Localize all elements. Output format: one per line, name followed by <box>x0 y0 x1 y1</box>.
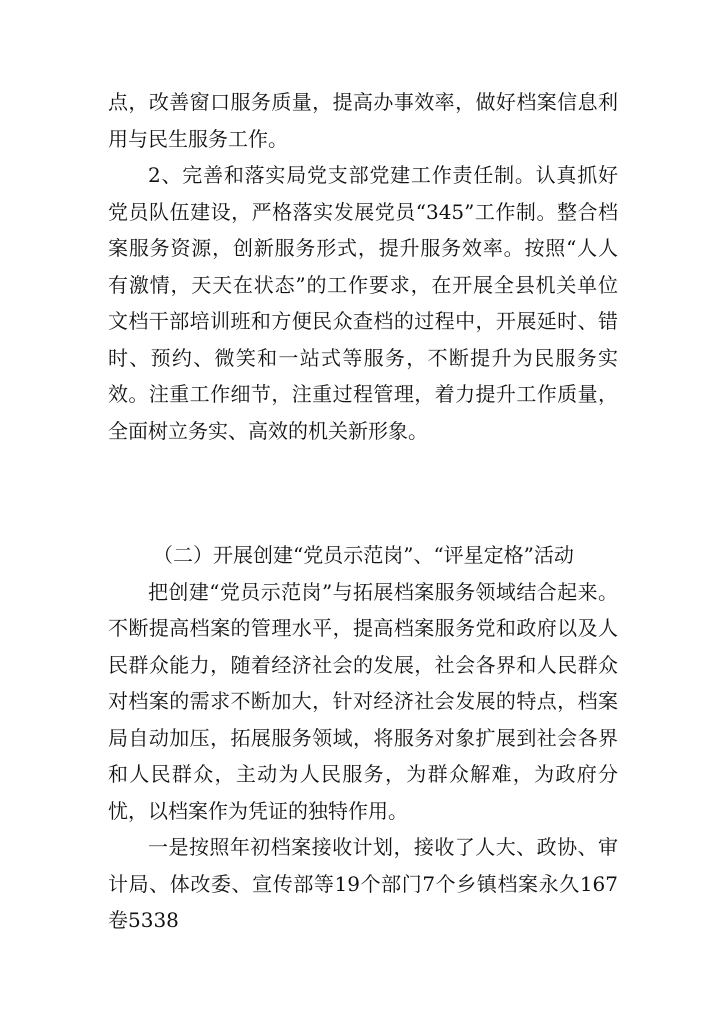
document-body-upper <box>108 84 618 449</box>
paragraph-party-branch: 2、完善和落实局党支部党建工作责任制。认真抓好党员队伍建设，严格落实发展党员“345”工作制。整合档案服务资源，创新服务形式，提升服务效率。按照“人人有激情，天天在状态”的工作要求，在开展全县机关单位文档干部培训班和方便民众查档的过程中，开展延时、错时、预约、微笑和一站式等服务，不断提升为民服务实效。注重工作细节，注重过程管理，着力提升工作质量，全面树立务实、高效的机关新形象。 <box>108 163 618 443</box>
section-heading: （二）开展创建“党员示范岗”、“评星定格”活动 <box>153 543 574 567</box>
paragraph-continuation: 点，改善窗口服务质量，提高办事效率，做好档案信息利用与民生服务工作。 <box>108 90 618 151</box>
paragraph-model-post: 把创建“党员示范岗”与拓展档案服务领域结合起来。不断提高档案的管理水平，提高档案服务党和政府以及人民群众能力，随着经济社会的发展，社会各界和人民群众对档案的需求不断加大，针对经济社会发展的特点，档案局自动加压，拓展服务领域，将服务对象扩展到社会各界和人民群众，主动为人民服务，为群众解难，为政府分忧，以档案作为凭证的独特作用。 <box>108 579 618 823</box>
paragraph-archive-receipt: 一是按照年初档案接收计划，接收了人大、政协、审计局、体改委、宣传部等19个部门7个乡镇档案永久167卷5338 <box>108 835 618 932</box>
document-body-lower <box>108 537 618 939</box>
